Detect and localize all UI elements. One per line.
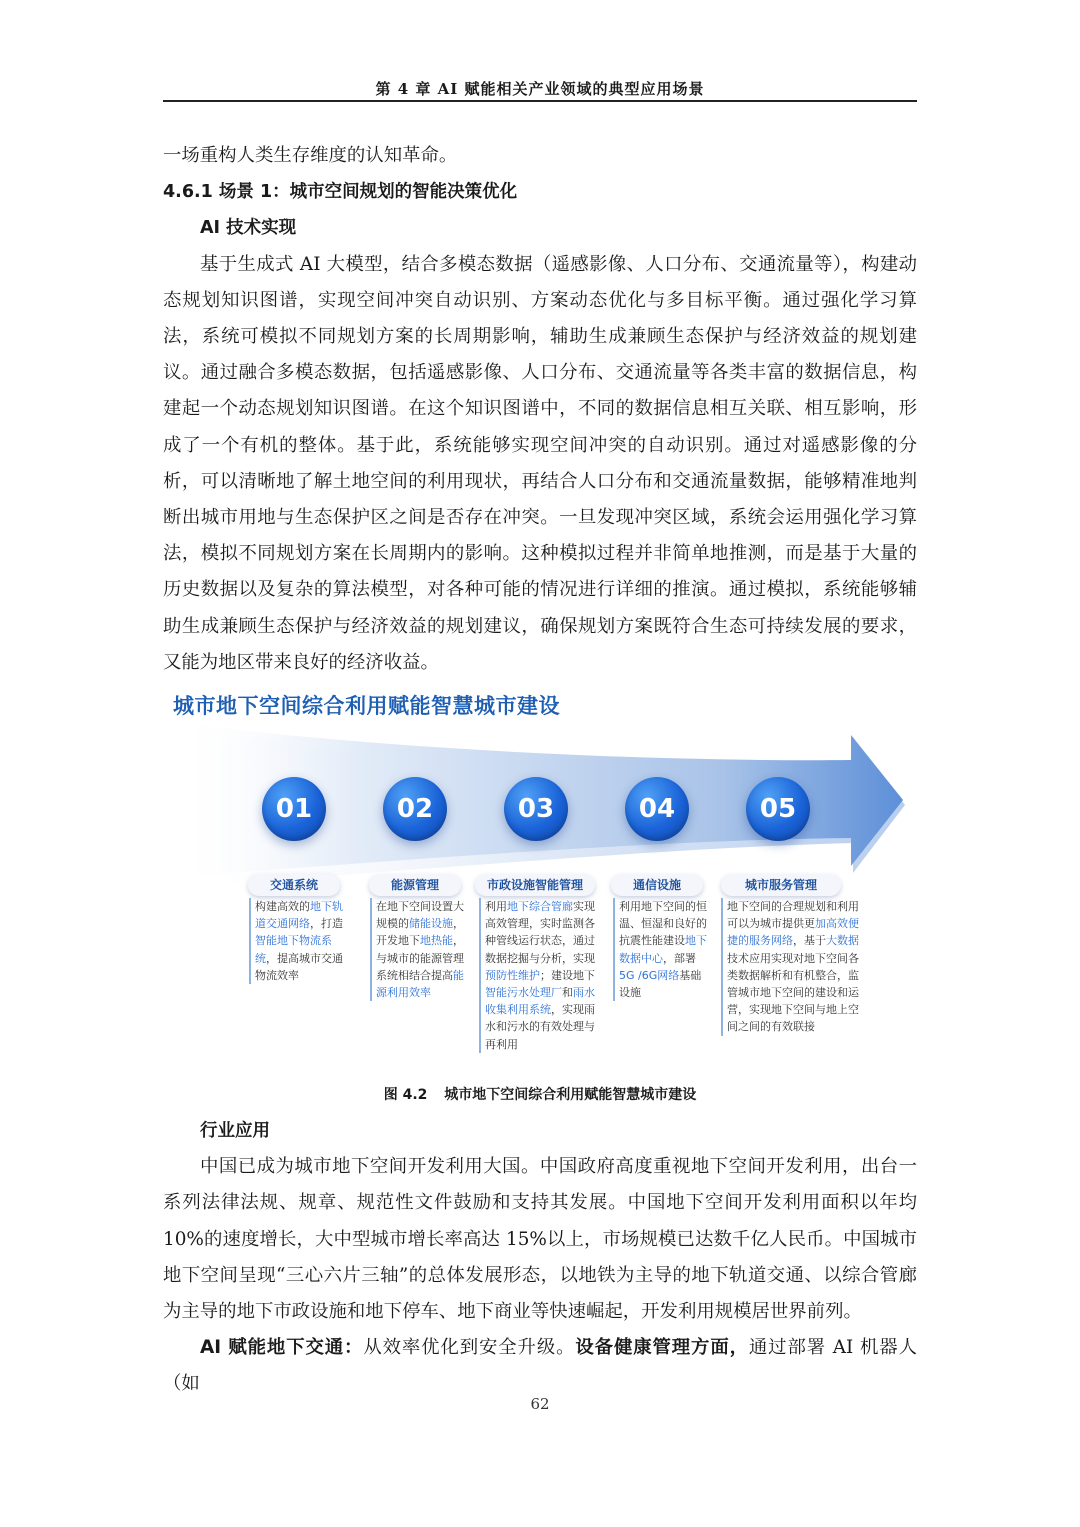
step-text-segment: ，开发地下 — [376, 917, 464, 948]
step-text-segment: 地热能 — [420, 934, 453, 948]
step-text-segment: 构建高效的 — [255, 900, 310, 913]
step-text-segment: 智能地下物流系统 — [255, 934, 332, 965]
step-text-segment: 实现高效管理，实时监测各种管线运行状态，通过数据挖掘与分析，实现 — [485, 900, 595, 965]
paragraph-2: 中国已成为城市地下空间开发利用大国。中国政府高度重视地下空间开发利用，出台一系列法律法规、规章、规范性文件鼓励和支持其发展。中国地下空间开发利用面积以年均10%的速度增长，大中型城市增长率高达 15%以上，市场规模已达数千亿人民币。中国城市地下空间呈现“三心六片三轴”的总体发展形态，以地铁为主导的地下轨道交通、以综合管廊为主导的地下市政设施和地下停车、地下商业等快速崛起，开发利用规模居世界前列。 — [163, 1156, 917, 1323]
step-circle-05: 05 — [746, 777, 810, 841]
step-text-01 — [249, 898, 343, 984]
step-text-segment: 5G /6G网络 — [619, 968, 680, 982]
step-text-segment: ，与城市的能源管理系统相结合提高 — [376, 934, 464, 982]
step-text-segment: ，基于 — [793, 934, 826, 948]
step-text-segment: 储能设施 — [409, 917, 453, 931]
step-circle-04: 04 — [625, 777, 689, 841]
page-header-title: 第 4 章 AI 赋能相关产业领域的典型应用场景 — [375, 80, 705, 98]
figure-caption — [163, 1084, 917, 1104]
figure-title: 城市地下空间综合利用赋能智慧城市建设 — [173, 694, 560, 718]
step-text-05 — [721, 898, 861, 1036]
paragraph-0: 一场重构人类生存维度的认知革命。 — [163, 145, 458, 166]
step-label-05: 城市服务管理 — [721, 874, 841, 896]
paragraph-3 — [163, 1330, 917, 1402]
step-text-04 — [613, 898, 707, 1001]
step-text-segment: 基础设施 — [619, 968, 702, 1000]
step-text-segment: 预防性维护 — [485, 968, 540, 982]
step-text-segment: 加高效便捷的服务网络 — [727, 917, 859, 948]
step-text-segment: 地下数据中心 — [619, 934, 707, 965]
step-text-segment: 技术应用实现对地下空间各类数据解析和有机整合，监管城市地下空间的建设和运营，实现地下空间与地上空间之间的有效联接 — [727, 951, 859, 1034]
paragraph-3-text-2: 通过部署 AI 机器人（如 — [163, 1337, 917, 1395]
step-text-segment: 雨水收集利用系统 — [485, 986, 595, 1017]
subheading-industry: 行业应用 — [200, 1121, 270, 1141]
step-text-segment: 地下轨道交通网络 — [255, 900, 343, 931]
paragraph-3-bold-2: 设备健康管理方面， — [575, 1337, 749, 1359]
step-text-03 — [479, 898, 597, 1053]
section-title: 4.6.1 场景 1：城市空间规划的智能决策优化 — [163, 182, 518, 203]
step-text-segment: 和 — [562, 986, 573, 1000]
step-text-segment: ；建设地下 — [540, 968, 595, 982]
step-text-segment: 地下空间的合理规划和利用可以为城市提供更 — [727, 900, 859, 931]
step-text-segment: 地下综合管廊 — [507, 900, 573, 913]
page-number: 62 — [530, 1395, 550, 1413]
paragraph-1: 基于生成式 AI 大模型，结合多模态数据（遥感影像、人口分布、交通流量等），构建动态规划知识图谱，实现空间冲突自动识别、方案动态优化与多目标平衡。通过强化学习算法，系统可模拟不同规划方案的长周期影响，辅助生成兼顾生态保护与经济效益的规划建议。通过融合多模态数据，包括遥感影像、人口分布、交通流量等各类丰富的数据信息，构建起一个动态规划知识图谱。在这个知识图谱中，不同的数据信息相互关联、相互影响，形成了一个有机的整体。基于此，系统能够实现空间冲突的自动识别。通过对遥感影像的分析，可以清晰地了解土地空间的利用现状，再结合人口分布和交通流量数据，能够精准地判断出城市用地与生态保护区之间是否存在冲突。一旦发现冲突区域，系统会运用强化学习算法，模拟不同规划方案在长周期内的影响。这种模拟过程并非简单地推测，而是基于大量的历史数据以及复杂的算法模型，对各种可能的情况进行详细的推演。通过模拟，系统能够辅助生成兼顾生态保护与经济效益的规划建议，确保规划方案既符合生态可持续发展的要求，又能为地区带来良好的经济收益。 — [163, 253, 917, 673]
paragraph-3-text-1: 从效率优化到安全升级。 — [363, 1337, 576, 1359]
subheading-ai-tech: AI 技术实现 — [200, 218, 297, 239]
step-text-segment: 能源利用效率 — [376, 968, 464, 1000]
body-content-2 — [163, 1113, 917, 1403]
paragraph-3-bold-1: AI 赋能地下交通： — [200, 1337, 364, 1359]
step-label-03: 市政设施智能管理 — [475, 874, 595, 896]
step-text-segment: ，提高城市交通物流效率 — [255, 951, 343, 982]
step-text-segment: ，实现雨水和污水的有效处理与再利用 — [485, 1003, 595, 1051]
step-label-04: 通信设施 — [611, 874, 703, 896]
step-text-segment: 在地下空间设置大规模的 — [376, 900, 464, 931]
figure-caption-text: 城市地下空间综合利用赋能智慧城市建设 — [444, 1087, 697, 1103]
step-text-segment: ，部署 — [663, 951, 696, 965]
step-circle-03: 03 — [504, 777, 568, 841]
step-label-01: 交通系统 — [248, 874, 340, 896]
body-content — [163, 138, 917, 681]
header-rule — [163, 100, 917, 102]
step-circle-02: 02 — [383, 777, 447, 841]
figure-caption-number: 图 4.2 — [383, 1087, 428, 1103]
step-text-segment: 智能污水处理厂 — [485, 986, 562, 1000]
step-text-segment: 利用地下空间的恒温、恒湿和良好的抗震性能建设 — [619, 900, 707, 948]
step-text-segment: 利用 — [485, 900, 507, 913]
step-text-segment: 大数据 — [826, 934, 859, 948]
step-text-02 — [370, 898, 464, 1001]
step-circle-01: 01 — [262, 777, 326, 841]
step-label-02: 能源管理 — [369, 874, 461, 896]
step-text-segment: ，打造 — [310, 917, 343, 931]
figure-4-2 — [163, 680, 917, 1060]
